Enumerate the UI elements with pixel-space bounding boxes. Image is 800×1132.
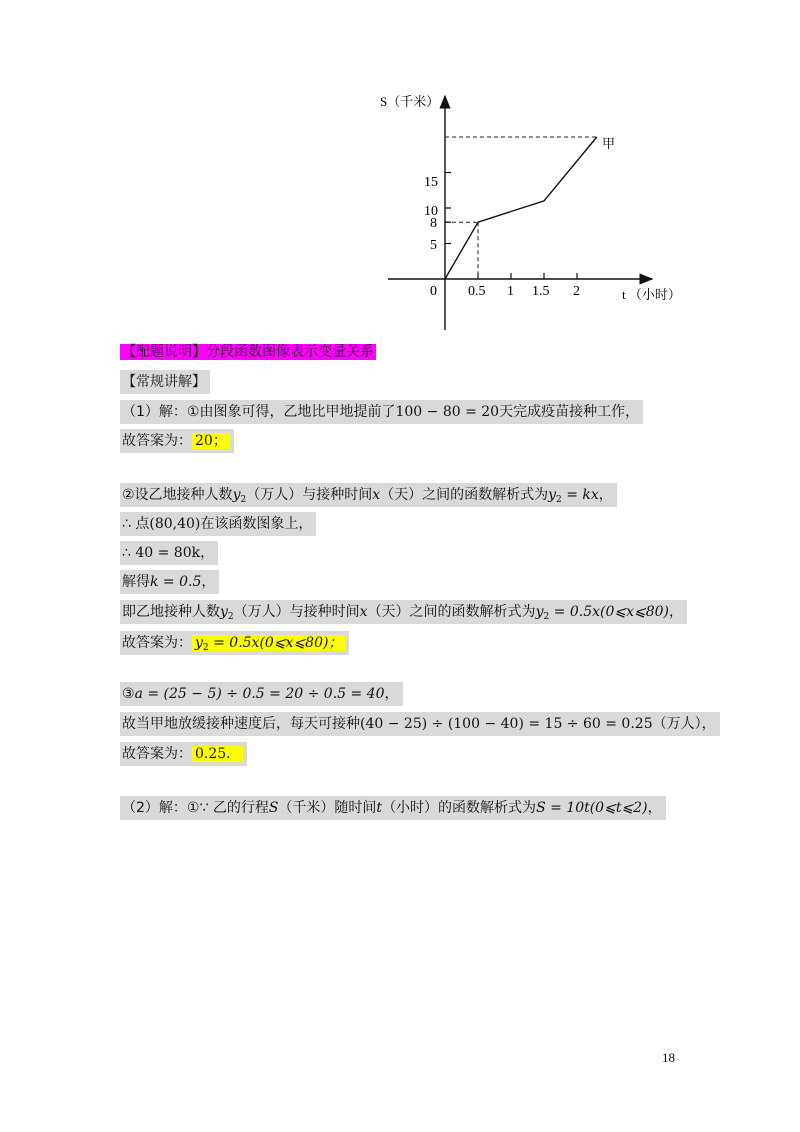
text: ， — [384, 686, 399, 702]
y-axis-label: S（千米） — [380, 94, 440, 109]
text: ∴ 点 — [122, 516, 150, 532]
origin-label: 0 — [430, 284, 437, 299]
solution-line-7 — [120, 682, 403, 706]
text: ， — [647, 800, 662, 816]
math-var: x — [359, 604, 368, 620]
answer-prefix: 故答案为： — [122, 433, 192, 449]
section-heading-text: 【常规讲解】 — [122, 374, 206, 390]
math-sub: 2 — [202, 643, 209, 653]
solution-line-3 — [120, 512, 316, 536]
x-tick-label-1: 1 — [507, 284, 514, 299]
y-tick-label-15: 15 — [424, 175, 438, 190]
text: 在该函数图象上， — [200, 516, 313, 532]
x-axis-label: t （小时） — [622, 287, 681, 302]
y-tick-label-5: 5 — [430, 238, 437, 253]
math-var: y — [535, 604, 544, 620]
answer-prefix: 故答案为： — [122, 635, 192, 651]
x-tick-label-1.5: 1.5 — [532, 284, 550, 299]
answer-line-1 — [120, 429, 234, 453]
text: 即乙地接种人数 — [122, 604, 220, 620]
solution-line-9 — [120, 796, 666, 820]
solution-line-1 — [120, 400, 643, 424]
config-tag: 【配题说明】分段函数图像表示变量关系 — [122, 344, 374, 360]
text: ， — [200, 545, 215, 561]
math-expression: = kx — [561, 487, 599, 503]
math-expression: (40 − 25) ÷ (100 − 40) = 15 ÷ 60 = 0.25 — [360, 716, 653, 732]
series-jia-line — [445, 137, 597, 279]
text: （万人）与接种时间 — [246, 487, 373, 503]
solution-line-6 — [120, 600, 687, 624]
math-sub: 2 — [227, 612, 234, 622]
answer-highlight — [192, 635, 345, 651]
math-var: x — [372, 487, 381, 503]
answer-highlight: 0.25． — [192, 746, 243, 762]
solution-line-2 — [120, 483, 617, 507]
text: 天完成疫苗接种工作， — [499, 404, 640, 420]
math-point: (80,40) — [149, 516, 201, 532]
text: 解得 — [122, 574, 150, 590]
math-var: y — [220, 604, 228, 620]
text: 故当甲地放缓接种速度后，每天可接种 — [122, 716, 360, 732]
text: ， — [598, 487, 613, 503]
math-var: t — [376, 800, 383, 816]
math-sub: 2 — [240, 495, 247, 505]
series-label-jia: 甲 — [602, 136, 616, 151]
text: ， — [201, 574, 216, 590]
text: ②设乙地接种人数 — [122, 487, 233, 503]
math-var: y — [548, 487, 557, 503]
text: ， — [669, 604, 684, 620]
math-expression: a = (25 − 5) ÷ 0.5 = 20 ÷ 0.5 = 40 — [134, 686, 385, 702]
text: （2）解：①∵ 乙的行程 — [122, 800, 269, 816]
math-sub: 2 — [543, 612, 550, 622]
x-tick-label-0.5: 0.5 — [468, 284, 486, 299]
math-expression: = 0.5x(0⩽x⩽80)； — [208, 635, 343, 651]
config-tag-line — [120, 340, 376, 364]
math-expression: ∴ 40 = 80k — [122, 545, 201, 561]
text: （千米）随时间 — [278, 800, 377, 816]
x-tick-label-2: 2 — [573, 284, 580, 299]
solution-line-4 — [120, 541, 218, 565]
distance-time-graph — [370, 88, 681, 338]
math-var: y — [195, 635, 203, 651]
math-sub: 2 — [556, 495, 562, 505]
y-tick-label-8: 8 — [430, 216, 437, 231]
math-expression: S = 10t(0⩽t⩽2) — [536, 800, 648, 816]
text: （1）解：①由图象可得，乙地比甲地提前了 — [122, 404, 396, 420]
text: （天）之间的函数解析式为 — [380, 487, 549, 503]
text: （万人）， — [652, 716, 716, 732]
math-var: S — [268, 800, 279, 816]
solution-line-8 — [120, 712, 720, 736]
text: （天）之间的函数解析式为 — [367, 604, 536, 620]
math-expression: = 0.5x(0⩽x⩽80) — [549, 604, 670, 620]
answer-highlight: 20； — [192, 433, 230, 449]
answer-line-3 — [120, 742, 247, 766]
math-var: y — [232, 487, 241, 503]
text: （小时）的函数解析式为 — [382, 800, 537, 816]
page-number: 18 — [662, 1050, 675, 1065]
text: ③ — [122, 686, 135, 702]
solution-line-5 — [120, 570, 219, 594]
text: （万人）与接种时间 — [233, 604, 360, 620]
math-expression: 100 − 80 = 20 — [395, 404, 500, 420]
math-expression: k = 0.5 — [150, 574, 202, 590]
section-heading — [120, 370, 210, 394]
answer-line-2 — [120, 631, 349, 655]
y-tick-label-10: 10 — [424, 204, 438, 219]
answer-prefix: 故答案为： — [122, 746, 192, 762]
